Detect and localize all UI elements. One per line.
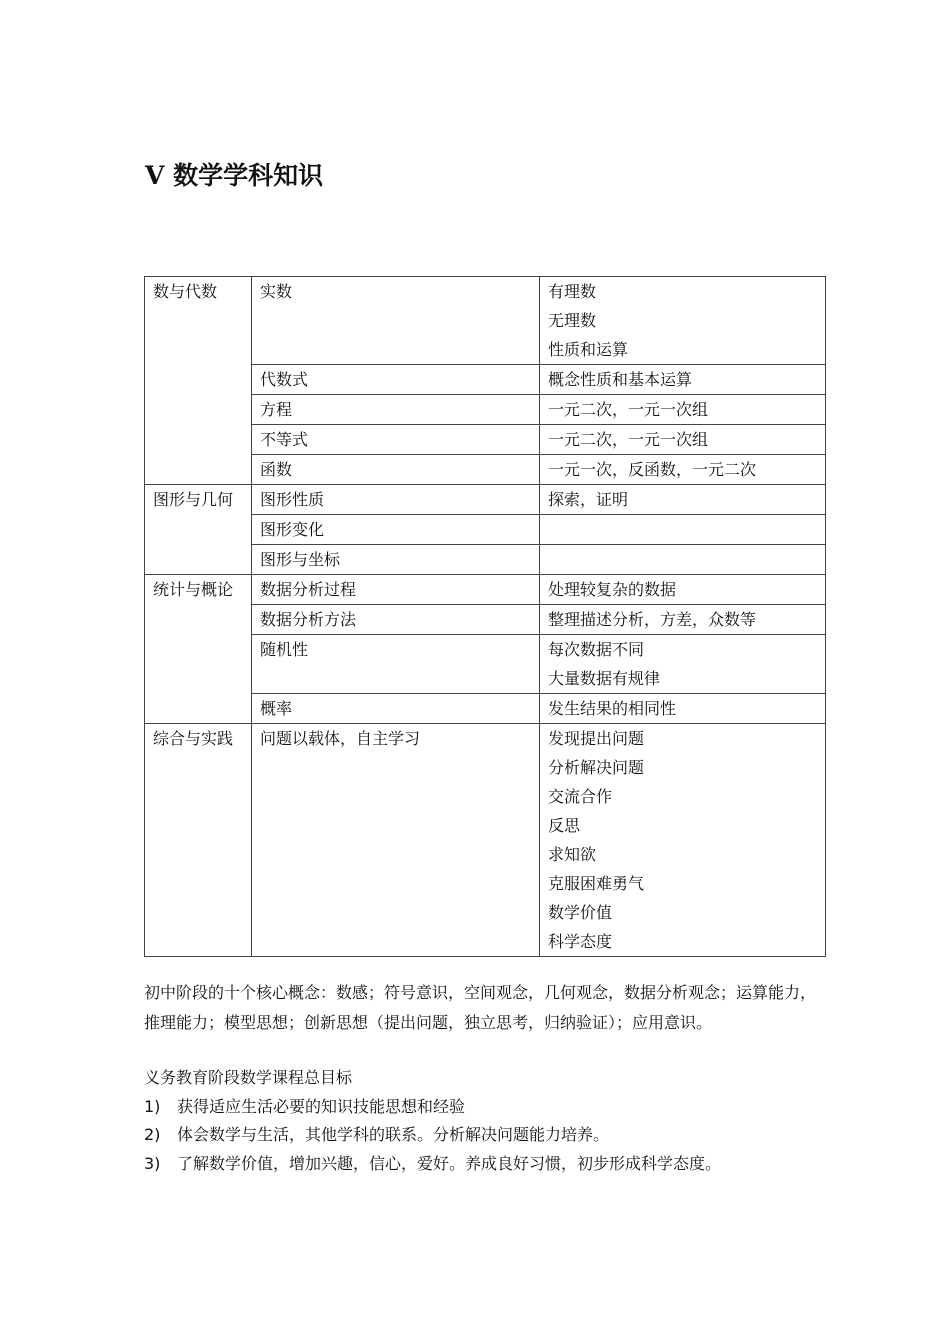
detail-cell [540,605,826,635]
detail-line: 无理数 [548,311,597,330]
detail-line: 一元二次，一元一次组 [548,430,709,449]
topic-cell [252,395,540,425]
category-label: 综合与实践 [153,729,234,748]
detail-line: 每次数据不同 [548,640,645,659]
topic-cell [252,515,540,545]
topic-cell [252,277,540,365]
detail-line [548,515,817,544]
detail-line: 发生结果的相同性 [548,699,677,718]
topic-label: 数据分析过程 [260,580,357,599]
topic-cell [252,365,540,395]
topic-cell [252,635,540,694]
detail-line: 性质和运算 [548,340,629,359]
detail-line: 有理数 [548,282,597,301]
category-label: 图形与几何 [153,490,234,509]
topic-label: 函数 [260,460,293,479]
topic-label: 随机性 [260,640,309,659]
goal-number: 1) [144,1096,161,1116]
detail-line: 一元二次，一元一次组 [548,400,709,419]
topic-label: 代数式 [260,370,309,389]
table-row [145,575,826,605]
page-title: V 数学学科知识 [145,161,324,190]
topic-cell [252,694,540,724]
topic-cell [252,575,540,605]
detail-line [548,545,817,574]
detail-line: 探索，证明 [548,490,629,509]
category-cell [145,485,252,575]
goals-heading: 义务教育阶段数学课程总目标 [144,1068,353,1087]
topic-cell [252,605,540,635]
detail-line: 交流合作 [548,787,613,806]
detail-line: 求知欲 [548,845,597,864]
topic-cell [252,545,540,575]
detail-cell [540,485,826,515]
detail-cell [540,455,826,485]
category-cell [145,277,252,485]
curriculum-goals [144,1064,826,1178]
detail-cell [540,575,826,605]
topic-label: 问题以载体，自主学习 [260,729,421,748]
goal-number: 3) [144,1153,161,1173]
detail-line: 概念性质和基本运算 [548,370,693,389]
table-row [145,277,826,365]
detail-cell [540,694,826,724]
goals-list [144,1093,826,1179]
detail-cell [540,635,826,694]
detail-line: 整理描述分析，方差，众数等 [548,610,757,629]
detail-cell [540,425,826,455]
goal-text: 获得适应生活必要的知识技能思想和经验 [177,1096,466,1116]
topic-label: 数据分析方法 [260,610,357,629]
detail-cell [540,365,826,395]
core-concepts-paragraph: 初中阶段的十个核心概念：数感；符号意识，空间观念，几何观念，数据分析观念；运算能力，推理能力；模型思想；创新思想（提出问题，独立思考，归纳验证）；应用意识。 [144,983,817,1032]
table-row [145,724,826,957]
category-label: 统计与概论 [153,580,234,599]
topic-cell [252,485,540,515]
goal-text: 体会数学与生活，其他学科的联系。分析解决问题能力培养。 [177,1125,610,1144]
category-cell [145,575,252,724]
goal-item [144,1121,826,1150]
topic-label: 不等式 [260,430,309,449]
category-label: 数与代数 [153,282,218,301]
detail-line: 反思 [548,816,581,835]
table-row [145,485,826,515]
detail-line: 大量数据有规律 [548,669,661,688]
detail-line: 发现提出问题 [548,729,645,748]
topic-cell [252,425,540,455]
detail-line: 数学价值 [548,903,613,922]
detail-cell [540,515,826,545]
detail-line: 一元一次，反函数，一元二次 [548,460,757,479]
detail-cell [540,277,826,365]
category-cell [145,724,252,957]
goal-item [144,1093,826,1122]
goal-text: 了解数学价值，增加兴趣，信心，爱好。养成良好习惯，初步形成科学态度。 [177,1153,722,1173]
detail-line: 科学态度 [548,932,613,951]
topic-label: 实数 [260,282,293,301]
topic-label: 方程 [260,400,293,419]
goal-number: 2) [144,1125,161,1144]
detail-line: 处理较复杂的数据 [548,580,677,599]
topic-label: 图形变化 [260,520,325,539]
topic-label: 图形与坐标 [260,550,341,569]
topic-label: 图形性质 [260,490,325,509]
goal-item [144,1150,826,1179]
topic-label: 概率 [260,699,293,718]
detail-cell [540,395,826,425]
topic-cell [252,724,540,957]
detail-cell [540,545,826,575]
topic-cell [252,455,540,485]
knowledge-table [144,276,826,957]
detail-cell [540,724,826,957]
detail-line: 分析解决问题 [548,758,645,777]
detail-line: 克服困难勇气 [548,874,645,893]
